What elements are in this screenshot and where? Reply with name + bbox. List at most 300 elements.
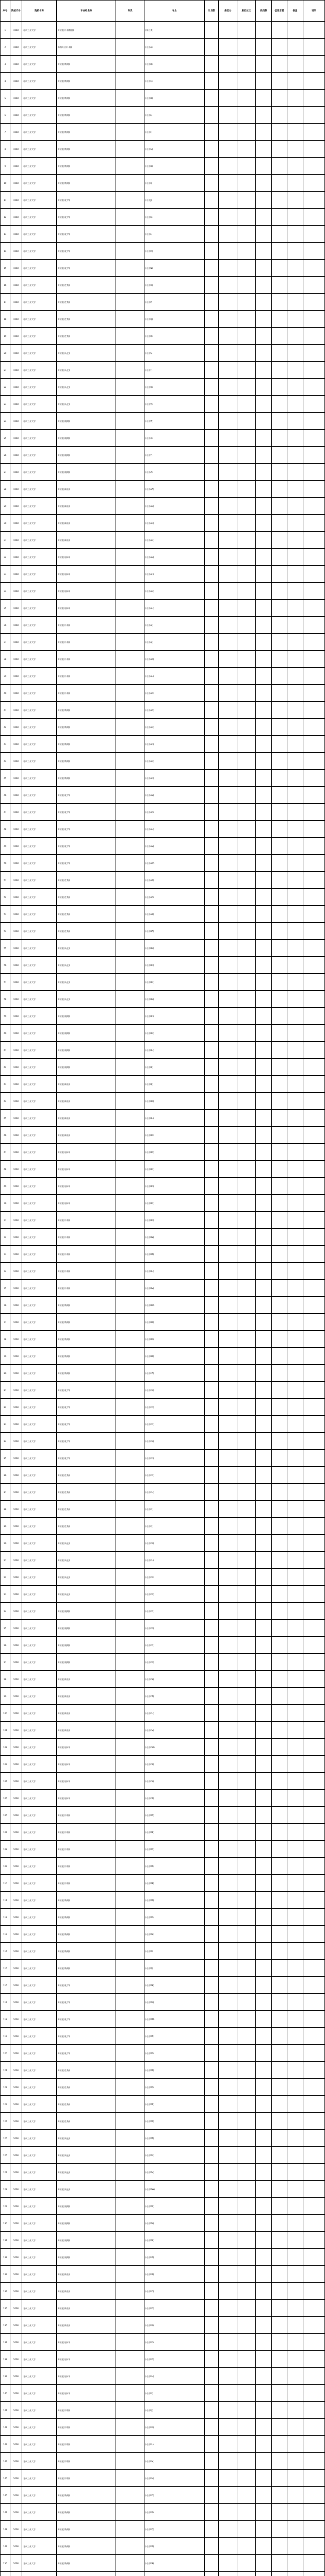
table-cell <box>272 73 287 90</box>
table-cell <box>219 141 237 158</box>
table-cell <box>255 73 271 90</box>
table-cell: 1008 <box>10 1637 22 1654</box>
table-cell: 北京工业大学 <box>22 1994 56 2011</box>
table-cell: 1008 <box>10 2385 22 2402</box>
table-cell <box>116 1807 144 1824</box>
table-cell <box>205 872 219 889</box>
table-cell <box>255 1790 271 1807</box>
table-cell <box>287 1518 303 1535</box>
table-cell <box>237 1790 256 1807</box>
table-cell <box>272 1756 287 1773</box>
table-cell: 115 <box>1 1960 10 1977</box>
table-cell <box>237 294 256 311</box>
table-cell <box>219 2198 237 2215</box>
table-cell <box>303 1943 324 1960</box>
table-cell: (专业AH) <box>144 600 204 617</box>
table-cell <box>255 1943 271 1960</box>
table-cell: (专业CA) <box>144 1365 204 1382</box>
table-cell: 专业组(不限) <box>57 1229 116 1246</box>
table-cell: 112 <box>1 1909 10 1926</box>
table-cell <box>205 1756 219 1773</box>
table-cell <box>237 1093 256 1110</box>
table-cell <box>205 2283 219 2300</box>
table-cell: 132 <box>1 2249 10 2266</box>
table-cell <box>287 1416 303 1433</box>
table-cell <box>205 73 219 90</box>
table-cell: (专业CH) <box>144 1484 204 1501</box>
table-cell <box>219 1059 237 1076</box>
table-cell: 本科专业(不限) <box>57 39 116 56</box>
table-cell <box>237 2249 256 2266</box>
table-cell <box>205 2249 219 2266</box>
table-row <box>1 668 325 685</box>
table-cell <box>303 2470 324 2487</box>
table-cell: 北京工业大学 <box>22 583 56 600</box>
table-cell: 1008 <box>10 1994 22 2011</box>
table-cell: 北京工业大学 <box>22 1773 56 1790</box>
table-cell <box>237 1841 256 1858</box>
table-cell <box>205 804 219 821</box>
table-cell <box>287 1552 303 1569</box>
table-cell <box>116 940 144 957</box>
table-cell <box>116 617 144 634</box>
table-cell <box>116 379 144 396</box>
table-cell <box>205 2215 219 2232</box>
table-cell <box>255 2521 271 2538</box>
table-cell <box>272 141 287 158</box>
table-cell <box>205 787 219 804</box>
table-cell <box>237 1824 256 1841</box>
table-cell <box>272 2419 287 2436</box>
table-row <box>1 1705 325 1722</box>
table-cell: 专业组(历史) <box>57 991 116 1008</box>
table-cell <box>287 566 303 583</box>
table-cell <box>205 396 219 413</box>
table-cell: 1008 <box>10 1110 22 1127</box>
table-cell: 北京工业大学 <box>22 1501 56 1518</box>
column-header: 最低位次 <box>237 1 256 22</box>
table-cell: (专业BG) <box>144 1025 204 1042</box>
table-cell <box>205 2011 219 2028</box>
table-cell: 138 <box>1 2351 10 2368</box>
table-cell: 北京工业大学 <box>22 1637 56 1654</box>
table-cell <box>116 2436 144 2453</box>
table-cell <box>255 124 271 141</box>
table-cell <box>205 1790 219 1807</box>
table-cell: (专业DZ) <box>144 2232 204 2249</box>
table-cell <box>219 1263 237 1280</box>
table-cell: (专业CI) <box>144 1501 204 1518</box>
table-cell <box>303 1637 324 1654</box>
table-cell: 1008 <box>10 2062 22 2079</box>
table-row <box>1 124 325 141</box>
table-cell: 8 <box>1 141 10 158</box>
table-cell: 专业组(历史) <box>57 2164 116 2181</box>
table-row <box>1 753 325 770</box>
table-cell <box>303 2215 324 2232</box>
table-cell: 专业组(不限) <box>57 1841 116 1858</box>
table-cell <box>116 804 144 821</box>
table-cell <box>303 583 324 600</box>
table-cell <box>205 481 219 498</box>
table-cell: 1008 <box>10 2096 22 2113</box>
table-cell: 专业组(化学) <box>57 804 116 821</box>
table-cell: 1008 <box>10 889 22 906</box>
table-cell: 专业组(政治) <box>57 2283 116 2300</box>
table-cell: 北京工业大学 <box>22 1348 56 1365</box>
table-cell <box>255 2147 271 2164</box>
table-cell: (综合类) <box>144 22 204 39</box>
table-cell <box>255 2266 271 2283</box>
table-row <box>1 770 325 787</box>
table-cell <box>237 1858 256 1875</box>
table-cell <box>116 175 144 192</box>
table-cell: (专业CM) <box>144 1569 204 1586</box>
table-cell: (专业BR) <box>144 1212 204 1229</box>
table-cell <box>303 2113 324 2130</box>
table-cell: 北京工业大学 <box>22 736 56 753</box>
table-cell <box>205 1858 219 1875</box>
table-cell <box>255 974 271 991</box>
table-cell <box>303 2198 324 2215</box>
table-cell: 北京工业大学 <box>22 2198 56 2215</box>
table-cell <box>272 1195 287 1212</box>
table-cell: 专业组(化学) <box>57 1994 116 2011</box>
table-cell <box>237 2385 256 2402</box>
table-cell: 专业组(不限) <box>57 1246 116 1263</box>
table-cell <box>237 209 256 226</box>
table-cell: (专业EJ) <box>144 2402 204 2419</box>
table-cell: (专业DH) <box>144 1926 204 1943</box>
table-cell <box>116 2266 144 2283</box>
table-cell: 专业组(地理) <box>57 1025 116 1042</box>
table-cell <box>116 1569 144 1586</box>
table-cell: (专业X) <box>144 430 204 447</box>
table-cell <box>116 1093 144 1110</box>
table-cell <box>303 396 324 413</box>
table-cell <box>255 1144 271 1161</box>
table-cell <box>272 430 287 447</box>
table-cell <box>116 430 144 447</box>
table-cell <box>287 1994 303 2011</box>
table-cell <box>287 821 303 838</box>
table-cell <box>237 175 256 192</box>
table-cell <box>116 2300 144 2317</box>
table-cell: (专业CE) <box>144 1433 204 1450</box>
table-cell: 1008 <box>10 107 22 124</box>
table-cell <box>272 736 287 753</box>
table-cell <box>219 1382 237 1399</box>
table-row <box>1 1178 325 1195</box>
table-cell <box>287 158 303 175</box>
table-cell <box>205 2521 219 2538</box>
table-cell <box>237 1671 256 1688</box>
table-cell <box>219 2385 237 2402</box>
table-cell <box>272 56 287 73</box>
table-cell: 北京工业大学 <box>22 1212 56 1229</box>
table-cell: 1008 <box>10 2266 22 2283</box>
table-cell <box>219 2283 237 2300</box>
table-cell <box>219 549 237 566</box>
table-cell: (专业BH) <box>144 1042 204 1059</box>
table-cell: (专业C) <box>144 73 204 90</box>
table-cell: (专业BZ) <box>144 1348 204 1365</box>
table-cell: 1008 <box>10 447 22 464</box>
table-cell <box>205 1280 219 1297</box>
table-cell <box>237 1552 256 1569</box>
table-cell: 94 <box>1 1603 10 1620</box>
table-cell: 北京工业大学 <box>22 2300 56 2317</box>
table-cell <box>272 1365 287 1382</box>
table-cell <box>255 2130 271 2147</box>
table-cell: (专业Z) <box>144 464 204 481</box>
table-cell <box>205 1943 219 1960</box>
table-cell: 114 <box>1 1943 10 1960</box>
table-cell <box>237 923 256 940</box>
table-cell <box>237 549 256 566</box>
table-cell: 北京工业大学 <box>22 107 56 124</box>
table-cell <box>116 345 144 362</box>
table-cell <box>303 1824 324 1841</box>
table-cell: (专业CU) <box>144 1705 204 1722</box>
table-cell <box>303 1093 324 1110</box>
table-cell: 北京工业大学 <box>22 872 56 889</box>
table-cell: (专业BO) <box>144 1161 204 1178</box>
table-cell: 9 <box>1 158 10 175</box>
table-cell: 1008 <box>10 1773 22 1790</box>
table-row <box>1 2572 325 2576</box>
table-cell <box>116 2130 144 2147</box>
table-cell <box>237 345 256 362</box>
table-cell <box>255 1977 271 1994</box>
table-cell: 专业组(物理) <box>57 158 116 175</box>
table-cell <box>219 2266 237 2283</box>
table-cell <box>255 719 271 736</box>
table-cell <box>303 1144 324 1161</box>
table-cell: (专业AP) <box>144 736 204 753</box>
table-cell <box>116 600 144 617</box>
table-cell: 北京工业大学 <box>22 243 56 260</box>
table-cell <box>237 2572 256 2576</box>
table-cell: 1008 <box>10 2436 22 2453</box>
table-cell <box>272 158 287 175</box>
table-cell: 1008 <box>10 583 22 600</box>
table-row <box>1 1943 325 1960</box>
table-cell <box>287 1943 303 1960</box>
table-cell <box>287 2402 303 2419</box>
table-cell <box>303 1841 324 1858</box>
table-cell <box>237 124 256 141</box>
table-cell <box>287 413 303 430</box>
table-row <box>1 2300 325 2317</box>
table-cell <box>219 617 237 634</box>
table-cell: 1008 <box>10 1042 22 1059</box>
table-cell: 北京工业大学 <box>22 2249 56 2266</box>
table-cell <box>205 141 219 158</box>
table-cell <box>303 702 324 719</box>
table-row <box>1 1212 325 1229</box>
table-cell <box>144 2572 204 2576</box>
table-cell <box>205 311 219 328</box>
table-cell: 86 <box>1 1467 10 1484</box>
table-cell <box>272 226 287 243</box>
table-cell <box>303 481 324 498</box>
table-cell: 北京工业大学 <box>22 396 56 413</box>
table-cell <box>205 209 219 226</box>
table-cell <box>272 600 287 617</box>
table-cell <box>255 362 271 379</box>
table-cell <box>116 1603 144 1620</box>
table-cell <box>303 192 324 209</box>
table-cell <box>272 1654 287 1671</box>
table-cell: 北京工业大学 <box>22 651 56 668</box>
table-cell <box>272 2198 287 2215</box>
table-cell: 1008 <box>10 1858 22 1875</box>
table-cell <box>205 294 219 311</box>
table-cell: 1008 <box>10 821 22 838</box>
table-cell: 101 <box>1 1722 10 1739</box>
table-cell: 100 <box>1 1705 10 1722</box>
table-cell <box>287 515 303 532</box>
table-cell: 1008 <box>10 1008 22 1025</box>
table-cell <box>237 1127 256 1144</box>
table-cell: (专业CS) <box>144 1671 204 1688</box>
table-cell: 49 <box>1 838 10 855</box>
table-cell <box>272 821 287 838</box>
table-cell <box>237 447 256 464</box>
table-row <box>1 294 325 311</box>
table-row <box>1 1263 325 1280</box>
table-cell: (专业EE) <box>144 2317 204 2334</box>
table-cell: 专业组(历史) <box>57 957 116 974</box>
table-cell <box>205 2555 219 2572</box>
table-cell: 1008 <box>10 2334 22 2351</box>
table-cell: 专业组(物理) <box>57 1297 116 1314</box>
table-cell <box>303 889 324 906</box>
table-cell: 北京工业大学 <box>22 702 56 719</box>
table-cell: 专业组(化学) <box>57 821 116 838</box>
table-cell: 1008 <box>10 753 22 770</box>
table-cell: 专业组(物理) <box>57 1314 116 1331</box>
table-row <box>1 1093 325 1110</box>
table-cell <box>255 1229 271 1246</box>
table-cell <box>255 2572 271 2576</box>
table-cell: 北京工业大学 <box>22 1603 56 1620</box>
table-cell <box>303 991 324 1008</box>
table-cell: 专业组(技术) <box>57 2385 116 2402</box>
table-cell <box>287 2198 303 2215</box>
table-cell: (专业DP) <box>144 2062 204 2079</box>
table-cell <box>205 1909 219 1926</box>
table-cell: 北京工业大学 <box>22 634 56 651</box>
table-row <box>1 515 325 532</box>
table-cell: (专业DY) <box>144 2215 204 2232</box>
table-cell <box>287 1365 303 1382</box>
table-cell <box>303 1858 324 1875</box>
table-row <box>1 1144 325 1161</box>
table-cell <box>303 2096 324 2113</box>
table-cell: (专业EL) <box>144 2436 204 2453</box>
table-cell: 18 <box>1 311 10 328</box>
table-cell: 专业组(技术) <box>57 2334 116 2351</box>
table-row <box>1 2062 325 2079</box>
table-cell: 专业组(物理) <box>57 736 116 753</box>
table-cell <box>272 991 287 1008</box>
table-cell: (专业DV) <box>144 2164 204 2181</box>
table-cell <box>303 243 324 260</box>
table-cell <box>303 2521 324 2538</box>
table-cell <box>303 2232 324 2249</box>
table-cell: 29 <box>1 498 10 515</box>
table-cell <box>205 1212 219 1229</box>
table-cell: 北京工业大学 <box>22 192 56 209</box>
table-cell: 北京工业大学 <box>22 1960 56 1977</box>
table-cell <box>272 1042 287 1059</box>
table-cell <box>116 294 144 311</box>
table-cell <box>219 1739 237 1756</box>
table-cell: (专业DI) <box>144 1943 204 1960</box>
table-cell <box>272 481 287 498</box>
table-cell <box>116 1161 144 1178</box>
table-cell <box>219 2538 237 2555</box>
table-cell <box>219 2045 237 2062</box>
table-cell: 专业组(化学) <box>57 1433 116 1450</box>
table-cell: 43 <box>1 736 10 753</box>
table-cell <box>287 1688 303 1705</box>
table-cell <box>287 107 303 124</box>
table-row <box>1 243 325 260</box>
table-cell <box>116 192 144 209</box>
table-cell <box>255 2283 271 2300</box>
table-cell <box>287 90 303 107</box>
table-row <box>1 2385 325 2402</box>
table-cell <box>272 1909 287 1926</box>
table-cell <box>255 753 271 770</box>
table-cell <box>303 1331 324 1348</box>
table-cell: 109 <box>1 1858 10 1875</box>
table-cell <box>272 2538 287 2555</box>
column-header: 序号 <box>1 1 10 22</box>
table-cell <box>272 2113 287 2130</box>
table-cell: 北京工业大学 <box>22 464 56 481</box>
table-cell: 北京工业大学 <box>22 1875 56 1892</box>
table-cell: (专业DT) <box>144 2130 204 2147</box>
table-cell <box>287 2300 303 2317</box>
table-row <box>1 90 325 107</box>
table-cell: 1008 <box>10 1943 22 1960</box>
table-cell: 137 <box>1 2334 10 2351</box>
table-cell <box>116 1960 144 1977</box>
table-cell: 1008 <box>10 804 22 821</box>
table-cell: 1008 <box>10 1025 22 1042</box>
table-cell <box>255 1620 271 1637</box>
table-cell: 1008 <box>10 124 22 141</box>
table-row <box>1 73 325 90</box>
table-cell <box>303 923 324 940</box>
table-cell: 北京工业大学 <box>22 1382 56 1399</box>
table-cell <box>303 1977 324 1994</box>
table-cell: 1008 <box>10 1246 22 1263</box>
table-cell <box>287 1909 303 1926</box>
table-cell: 1008 <box>10 1280 22 1297</box>
table-cell <box>116 2402 144 2419</box>
table-cell <box>116 549 144 566</box>
table-cell <box>219 2028 237 2045</box>
table-cell <box>205 158 219 175</box>
table-cell: 专业组(物理) <box>57 770 116 787</box>
table-cell <box>116 1943 144 1960</box>
table-cell: 北京工业大学 <box>22 1756 56 1773</box>
